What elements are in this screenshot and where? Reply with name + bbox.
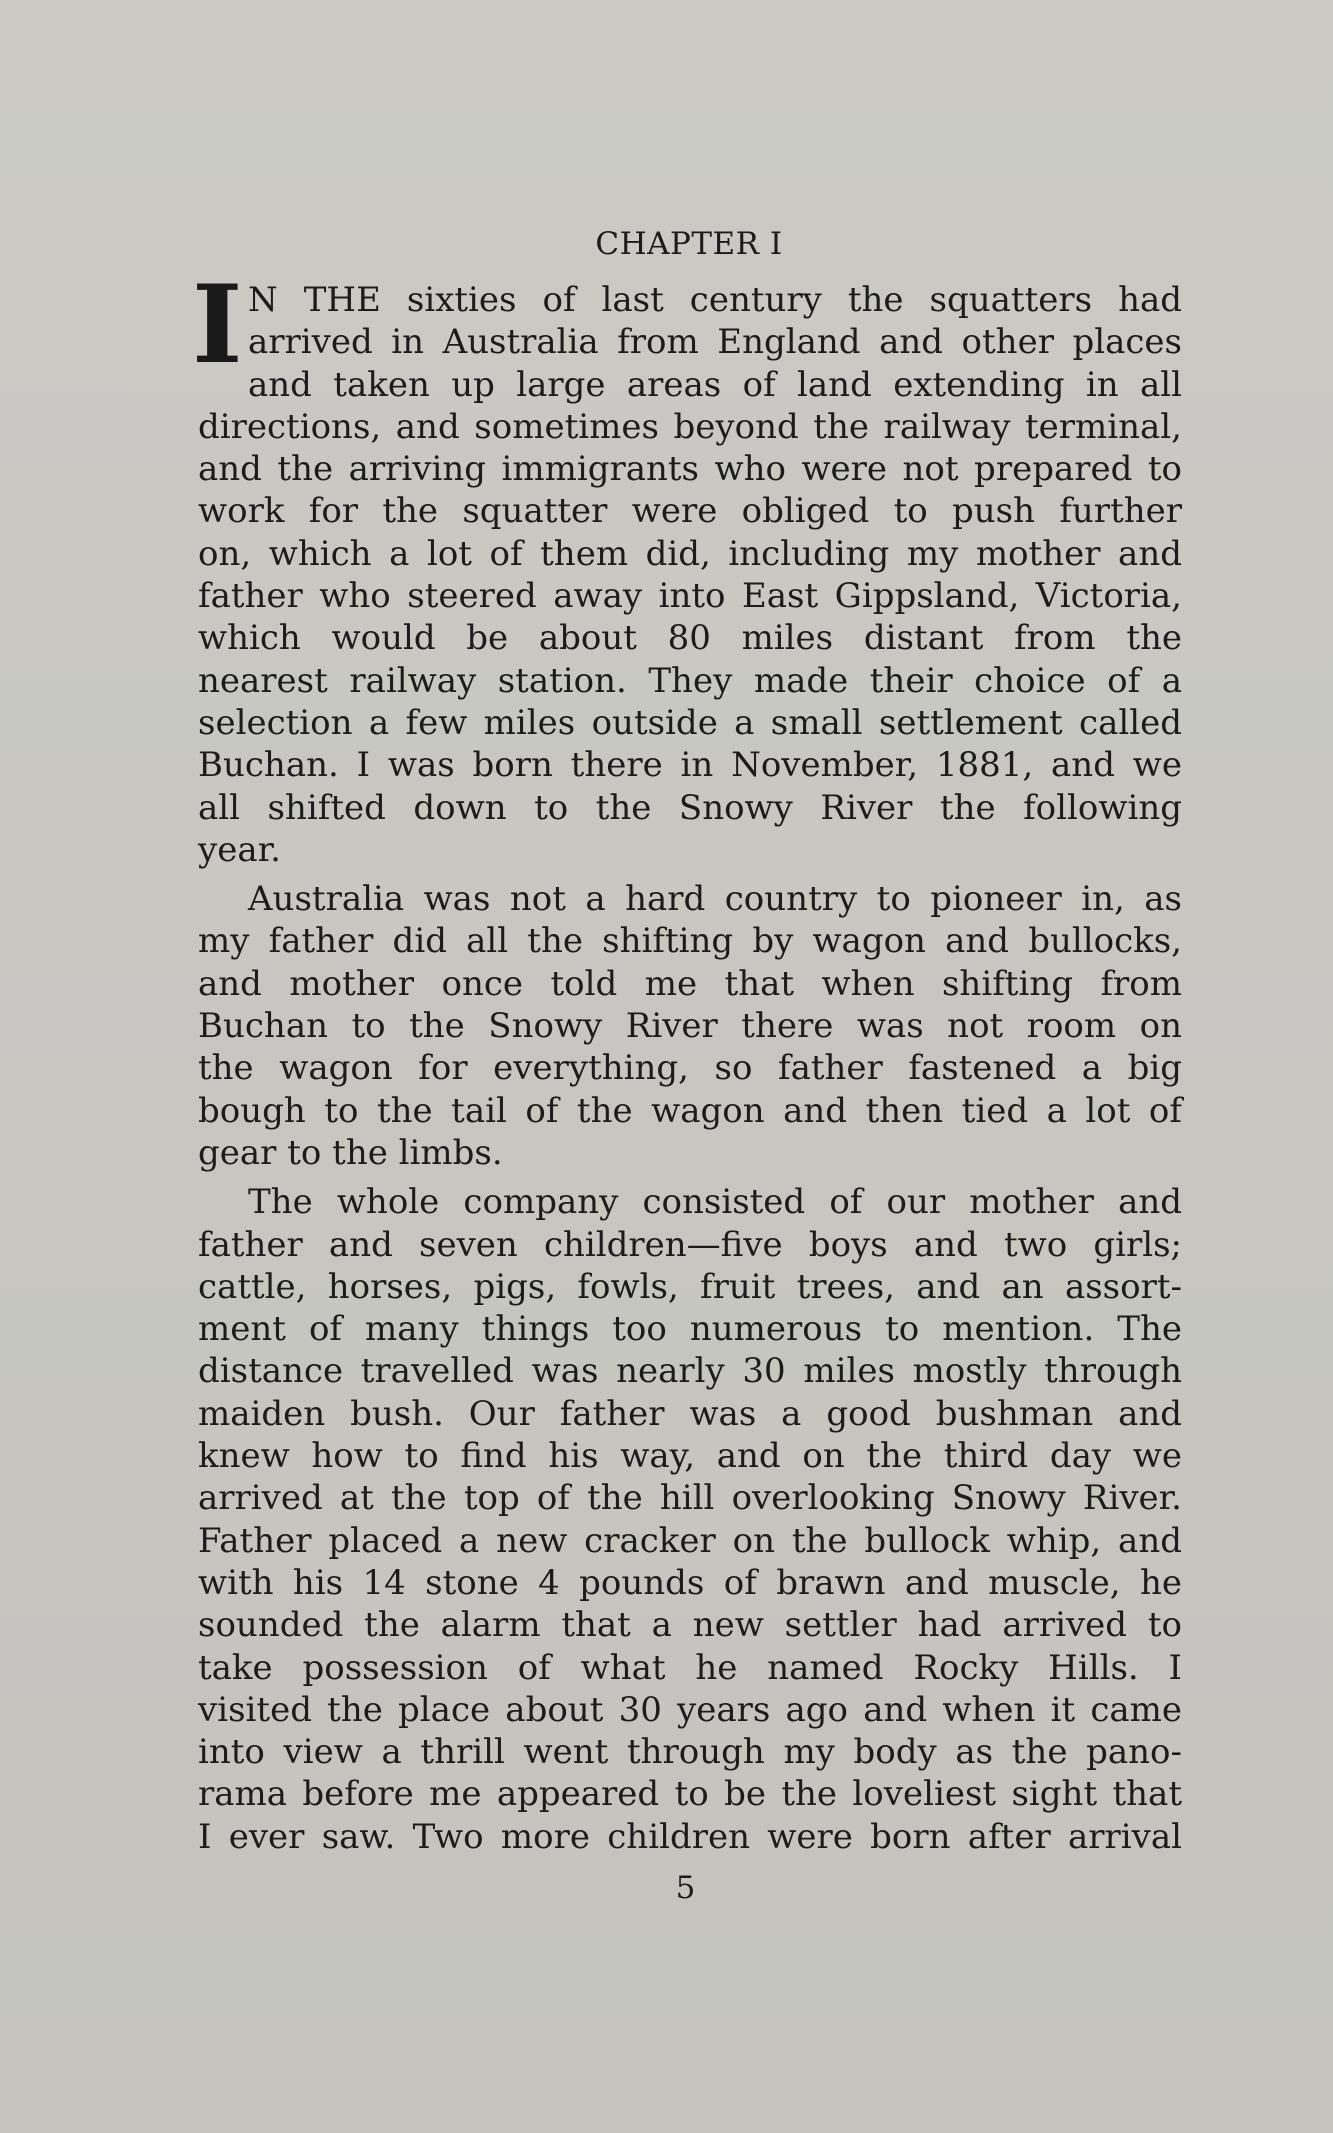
chapter-heading: CHAPTER I — [595, 226, 783, 262]
text-line: sounded the alarm that a new settler had arrived to — [198, 1605, 1182, 1646]
text-line: and taken up large areas of land extending in all — [248, 364, 1182, 405]
paragraph-3 — [198, 1181, 1182, 1858]
text-line: gear to the limbs. — [198, 1132, 503, 1173]
text-line: all shifted down to the Snowy River the following — [198, 787, 1182, 828]
text-line: nearest railway station. They made their choice of a — [198, 660, 1182, 701]
text-line: work for the squatter were obliged to push further — [198, 491, 1182, 532]
paragraph-1 — [198, 279, 1182, 871]
text-line: Buchan to the Snowy River there was not room on — [198, 1006, 1182, 1047]
text-line: year. — [198, 829, 281, 870]
text-line: The whole company consisted of our mother and — [248, 1182, 1182, 1223]
text-line: the wagon for everything, so father fastened a big — [198, 1048, 1182, 1089]
text-line: with his 14 stone 4 pounds of brawn and muscle, he — [198, 1562, 1182, 1603]
text-line: distance travelled was nearly 30 miles mostly through — [198, 1351, 1182, 1392]
text-line: bough to the tail of the wagon and then tied a lot of — [198, 1090, 1182, 1131]
text-line: ment of many things too numerous to mention. The — [198, 1309, 1182, 1350]
text-line: cattle, horses, pigs, fowls, fruit trees, and an assort- — [198, 1266, 1182, 1307]
text-line: father and seven children—five boys and two girls; — [198, 1224, 1182, 1265]
body-text — [192, 262, 1182, 1858]
text-line: visited the place about 30 years ago and when it came — [198, 1689, 1182, 1730]
text-line: arrived at the top of the hill overlooking Snowy River. — [198, 1478, 1182, 1519]
text-line: N THE sixties of last century the squatters had — [248, 280, 1182, 320]
text-line: knew how to find his way, and on the third day we — [198, 1436, 1182, 1477]
text-line: maiden bush. Our father was a good bushman and — [198, 1393, 1182, 1434]
text-line: arrived in Australia from England and other places — [248, 322, 1182, 363]
text-line: which would be about 80 miles distant from the — [198, 618, 1182, 659]
text-line: selection a few miles outside a small settlement called — [198, 702, 1182, 743]
text-line: and mother once told me that when shifting from — [198, 963, 1182, 1004]
text-line: Buchan. I was born there in November, 1881, and we — [198, 745, 1182, 786]
text-line: directions, and sometimes beyond the railway terminal, — [198, 406, 1182, 447]
text-line: rama before me appeared to be the loveliest sight that — [198, 1774, 1182, 1815]
drop-cap: I — [192, 262, 243, 388]
paragraph-2 — [198, 878, 1182, 1174]
text-line: Australia was not a hard country to pioneer in, as — [248, 879, 1182, 920]
text-line: father who steered away into East Gippsland, Victoria, — [198, 576, 1182, 617]
text-line: my father did all the shifting by wagon and bullocks, — [198, 921, 1182, 962]
text-line: on, which a lot of them did, including my mother and — [198, 533, 1182, 574]
text-line: take possession of what he named Rocky Hills. I — [198, 1647, 1182, 1688]
text-line: I ever saw. Two more children were born after arrival — [198, 1816, 1182, 1857]
page-number: 5 — [675, 1870, 696, 1906]
text-line: and the arriving immigrants who were not prepared to — [198, 449, 1182, 490]
text-line: into view a thrill went through my body as the pano- — [198, 1732, 1182, 1773]
text-line: Father placed a new cracker on the bullock whip, and — [198, 1520, 1182, 1561]
